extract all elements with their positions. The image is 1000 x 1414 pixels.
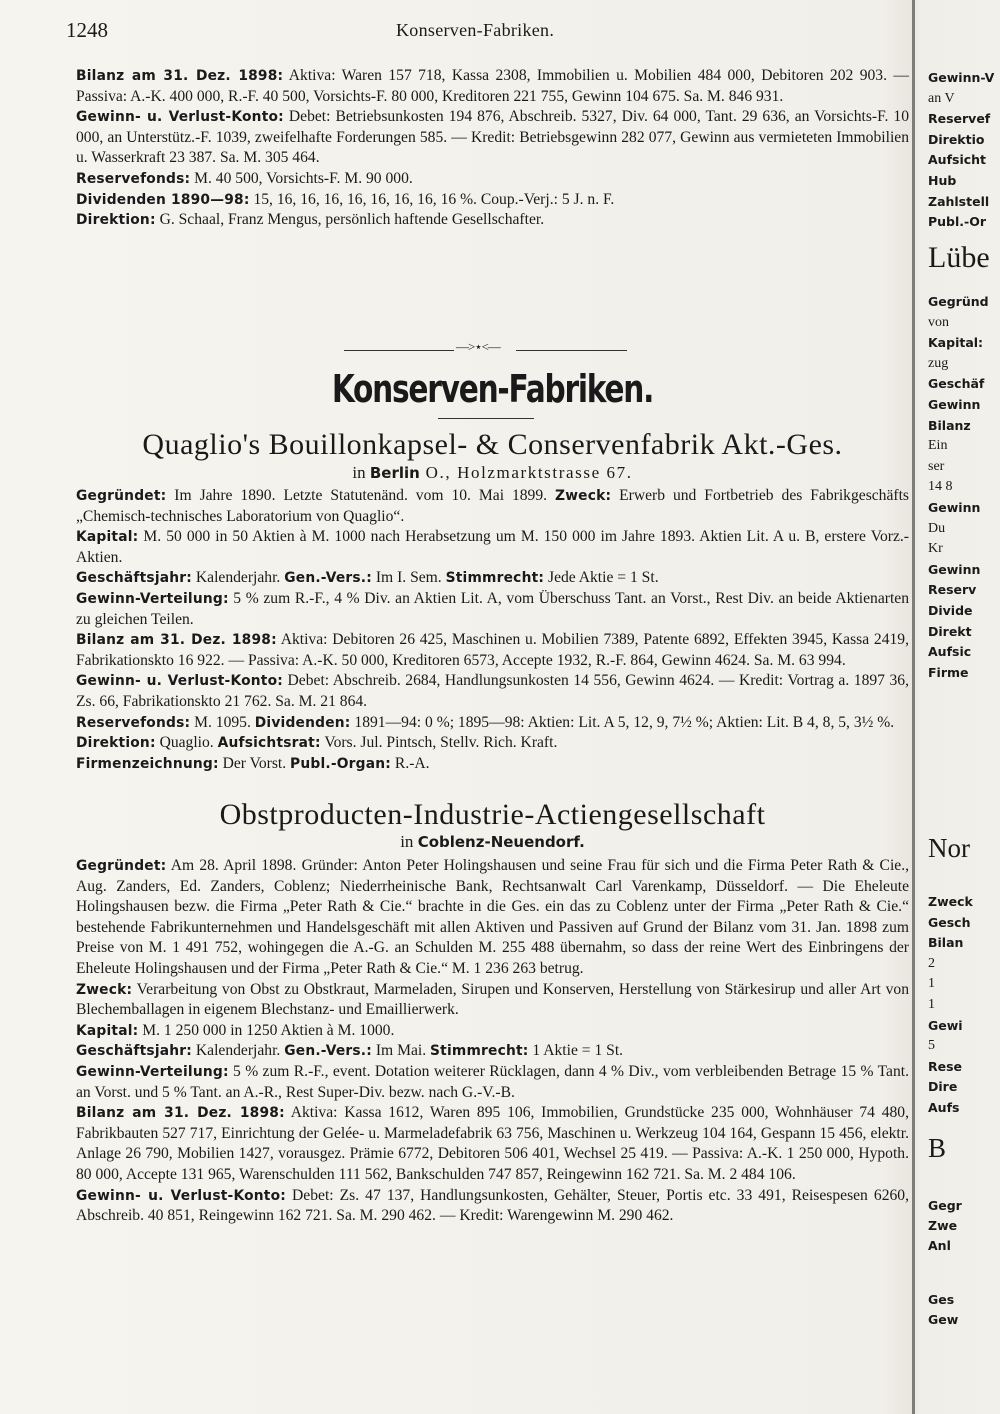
c2-kapital-label: Kapital: [76,1022,139,1039]
c2-stimm-label: Stimmrecht: [430,1043,529,1060]
c2-gegr-text: Am 28. April 1898. Gründer: Anton Peter Holingshausen und seine Frau für sich und die Firma Peter Rath & Cie., Aug. Zanders, Ed. Zanders, Coblenz; Niederrheinische Bank, Rechtsanwalt Carl Varenkamp, Düsseldorf. — Die Eheleute Holingshausen bezw. die Firma „Peter Rath & Cie.“ brachte in die Ges. ein das zu Coblenz unter der Firma „Peter Rath & Cie.“ bestehende Fabrikunternehmen und Handelsgeschäft mit allen Aktiven und Passiven auf Grund der Bilanz vom 31. Jan. 1898 zum Preise von M. 1 491 752, wohingegen die A.-G. an Schulden M. 255 488 übernahm, so dass der reine Wert des Einbringens der Eheleute Holingshausen und der Firma „Peter Rath & Cie.“ M. 1 236 263 betrug. [76,857,909,977]
c2-bilanz [76,1103,909,1185]
c1-gewinn-verlust [76,671,909,712]
c1-reservefonds [76,713,909,734]
company-2-city-prefix: in [400,832,418,851]
adjacent-line: Gewinn [928,561,981,577]
c2-kapital [76,1021,909,1042]
adjacent-line: Zweck [928,894,973,909]
adjacent-line: Gegr [928,1198,962,1213]
adjacent-heading: Lübe [928,241,990,274]
ornamental-divider [344,339,627,358]
c2-gewinnv-text: 5 % zum R.-F., event. Dotation weiterer Rücklagen, dann 4 % Div., vom verbleibenden Betrage 15 % Tant. an Vorst. und 5 % Tant. an A.-R., Rest Super-Div. bezw. nach G.-V.-B. [76,1062,909,1101]
company-1-location [76,463,909,483]
c2-bilanz-text: Aktiva: Kassa 1612, Waren 895 106, Immobilien, Grundstücke 235 000, Wohnhäuser 74 480, Fabrikbauten 527 717, Einrichtung der Gelée- u. Marmeladefabrik 63 756, Maschinen u. Werkzeug 104 164, Gespann 15 456, elektr. Anlage 26 790, Mobilien 1427, vorausgez. Prämie 6772, Debitoren 506 401, Wechsel 25 419. — Passiva: A.-K. 1 250 000, Hypoth. 80 000, Accepte 131 965, Warenschulden 111 562, Bankschulden 747 857, Reingewinn 162 721. Sa. M. 2 484 106. [76,1104,909,1183]
adjacent-line: Direktio [928,131,985,147]
page-header [66,18,911,48]
c1-stimm-label: Stimmrecht: [445,570,545,587]
c1-dividenden-text: 1891—94: 0 %; 1895—98: Aktien: Lit. A 5, 12, 9, 7½ %; Aktien: Lit. B 4, 8, 5, 3½ %. [350,713,895,731]
prev-direktion [76,210,909,231]
adjacent-line: Aufsicht [928,152,987,168]
prev-dir-text: G. Schaal, Franz Mengus, persönlich haftende Gesellschafter. [155,211,545,229]
company-1-entry [76,486,909,774]
c1-bilanz [76,630,909,671]
c2-gj-text: Kalenderjahr. [192,1042,285,1060]
c1-firmenzeichnung [76,754,909,775]
c1-dir-label: Direktion: [76,735,156,752]
adjacent-line: Kapital: [928,335,984,351]
company-2-city: Coblenz-Neuendorf. [417,833,585,851]
c1-res-text: M. 1095. [190,713,255,731]
adjacent-line: Geschäf [928,376,985,392]
adjacent-line: Direkt [928,623,972,639]
c2-geschaeftsjahr [76,1041,909,1062]
company-1-city-prefix: in [352,463,370,482]
column-rule [912,0,915,1414]
previous-entry [76,66,909,231]
prev-dividenden [76,190,909,211]
c1-po-text: R.-A. [391,754,430,772]
page-number: 1248 [66,18,108,42]
c1-ar-label: Aufsichtsrat: [217,735,321,752]
c2-bilanz-label: Bilanz am 31. Dez. 1898: [76,1105,285,1122]
adjacent-line: Publ.-Or [928,214,987,230]
c2-gewinn-verteilung [76,1062,909,1103]
c1-gewinn-verteilung [76,589,909,630]
prev-gv-text: Debet: Betriebsunkosten 194 876, Abschreib. 5327, Div. 64 000, Tant. 29 636, an Vorsichts-F. 10 000, an Unterstütz.-F. 1039, zweifelhafte Forderungen 585. — Kredit: Betriebsgewinn 282 077, Gewinn aus vermieteten Immobilien u. Wasserkraft 23 387. Sa. M. 305 464. [76,108,909,167]
adjacent-line: Firme [928,664,969,680]
adjacent-line: Bilan [928,935,964,951]
c2-gv-label: Gen.-Vers.: [284,1043,372,1060]
prev-reservefonds [76,169,909,190]
c1-guv-text: Debet: Abschreib. 2684, Handlungsunkosten 14 556, Gewinn 4624. — Kredit: Vortrag a. 1897 36, Zs. 66, Fabrikationskto 21 762. Sa. M. 21 864. [76,672,909,710]
c2-gewinn-verlust [76,1186,909,1227]
adjacent-line: von [928,314,949,330]
adjacent-line: Gewinn [928,397,981,412]
c1-gewinnv-label: Gewinn-Verteilung: [76,590,229,607]
c1-fz-label: Firmenzeichnung: [76,755,219,772]
adjacent-line: 5 [928,1038,935,1054]
adjacent-line: an V [928,90,955,106]
adjacent-line: Reserv [928,582,977,598]
c1-bilanz-label: Bilanz am 31. Dez. 1898: [76,632,277,649]
c1-gj-label: Geschäftsjahr: [76,570,192,587]
company-2-name: Obstproducten-Industrie-Actiengesellschaft [219,798,766,831]
c1-direktion [76,733,909,754]
company-2-entry [76,856,909,1227]
adjacent-line: 2 [928,955,935,971]
c1-gewinnv-text: 5 % zum R.-F., 4 % Div. an Aktien Lit. A, vom Überschuss Tant. an Vorst., Rest Div. an beide Aktienarten zu gleichen Teilen. [76,589,909,628]
c1-gegr-text: Im Jahre 1890. Letzte Statutenänd. vom 10. Mai 1899. [166,487,555,504]
c1-kapital-text: M. 50 000 in 50 Aktien à M. 1000 nach Herabsetzung um M. 150 000 im Jahre 1893. Aktien Lit. A u. B, erstere Vorz.-Aktien. [76,528,909,566]
c1-stimm-text: Jede Aktie = 1 St. [544,569,659,587]
adjacent-line: Gesch [928,914,971,930]
adjacent-line: 1 [928,997,935,1012]
adjacent-line: Zwe [928,1218,958,1233]
adjacent-line: Kr [928,541,943,557]
adjacent-line: Anl [928,1238,951,1253]
c2-gj-label: Geschäftsjahr: [76,1043,192,1060]
c1-po-label: Publ.-Organ: [290,755,392,772]
c1-dir-text: Quaglio. [155,734,218,752]
adjacent-line: Rese [928,1058,963,1074]
prev-bilanz [76,66,909,107]
c2-guv-text: Debet: Zs. 47 137, Handlungsunkosten, Gehälter, Steuer, Portis etc. 33 491, Reisespesen 6260, Abschreib. 40 851, Reingewinn 162 721. Sa. M. 290 462. — Kredit: Warengewinn M. 290 462. [76,1186,909,1225]
adjacent-line: Gew [928,1312,959,1327]
c1-dividenden-label: Dividenden: [254,714,351,731]
adjacent-line: Gewinn-V [928,70,995,85]
c1-ar-text: Vors. Jul. Pintsch, Stellv. Rich. Kraft. [320,734,558,752]
prev-gv-label: Gewinn- u. Verlust-Konto: [76,109,284,126]
c2-guv-label: Gewinn- u. Verlust-Konto: [76,1187,286,1204]
c1-gegruendet [76,486,909,527]
c2-zweck [76,980,909,1021]
adjacent-page-column [922,0,1000,1414]
c1-fz-text: Der Vorst. [218,754,291,772]
adjacent-line: Gewi [928,1017,963,1033]
adjacent-line: 1 [928,976,935,992]
section-rule [438,418,534,419]
company-1-address: O., Holzmarktstrasse 67. [419,463,633,482]
c1-kapital-label: Kapital: [76,529,139,546]
adjacent-line: Zahlstell [928,193,990,209]
adjacent-line: Aufs [928,1100,960,1115]
c2-gv-text: Im Mai. [371,1042,431,1060]
c1-zweck-text: Erwerb und Fortbetrieb des Fabrikgeschäfts „Chemisch-technisches Laboratorium von Quaglio“. [76,487,909,525]
prev-res-label: Reservefonds: [76,170,191,187]
adjacent-line: Hub [928,173,957,188]
c2-gegruendet [76,856,909,980]
prev-div-label: Dividenden 1890—98: [76,191,250,208]
adjacent-line: Reservef [928,111,991,127]
adjacent-line: zug [928,355,949,371]
c2-gegr-label: Gegründet: [76,858,167,874]
prev-gewinn-verlust [76,107,909,169]
adjacent-line: Ein [928,438,948,454]
prev-bilanz-label: Bilanz am 31. Dez. 1898: [76,68,284,84]
c1-guv-label: Gewinn- u. Verlust-Konto: [76,673,283,690]
adjacent-heading: B [928,1133,947,1163]
prev-res-text: M. 40 500, Vorsichts-F. M. 90 000. [190,169,413,187]
divider-ornament-icon: —>⋆<— [456,339,500,354]
divider-line-right [516,350,627,351]
adjacent-line: Dire [928,1079,958,1095]
section-title: Konserven-Fabriken. [331,367,654,411]
prev-dir-label: Direktion: [76,212,156,229]
adjacent-line: Aufsic [928,644,972,660]
c1-gj-text: Kalenderjahr. [192,569,285,587]
company-2-location [76,832,909,852]
c1-gv-text: Im I. Sem. [371,569,446,587]
adjacent-line: Du [928,520,946,536]
divider-line-left [344,350,454,351]
c1-res-label: Reservefonds: [76,714,191,731]
c2-zweck-label: Zweck: [76,981,133,998]
c2-stimm-text: 1 Aktie = 1 St. [528,1042,624,1060]
c1-bilanz-text: Aktiva: Debitoren 26 425, Maschinen u. Mobilien 7389, Patente 6892, Effekten 3945, Kassa 2419, Fabrikationskto 16 922. — Passiva: A.-K. 50 000, Kreditoren 6573, Accepte 1932, R.-F. 864, Gewinn 4624. Sa. M. 63 994. [76,631,909,669]
c1-zweck-label: Zweck: [555,488,612,504]
adjacent-line: Ges [928,1292,955,1307]
adjacent-line: Gegründ [928,294,989,309]
adjacent-line: Bilanz [928,417,971,433]
adjacent-line: ser [928,458,945,474]
prev-div-text: 15, 16, 16, 16, 16, 16, 16, 16, 16 %. Coup.-Verj.: 5 J. n. F. [249,190,615,208]
running-title: Konserven-Fabriken. [396,20,555,40]
c2-gewinnv-label: Gewinn-Verteilung: [76,1063,229,1080]
adjacent-heading: Nor [928,833,970,863]
company-1-name: Quaglio's Bouillonkapsel- & Conservenfabrik Akt.-Ges. [142,428,843,461]
adjacent-line: 14 8 [928,479,953,495]
prev-bilanz-text: Aktiva: Waren 157 718, Kassa 2308, Immobilien u. Mobilien 484 000, Debitoren 202 903. — Passiva: A.-K. 400 000, R.-F. 40 500, Vorsichts-F. 80 000, Kreditoren 221 755, Gewinn 104 675. Sa. M. 846 931. [76,67,909,105]
c1-geschaeftsjahr [76,568,909,589]
adjacent-line: Gewinn [928,500,981,515]
c1-kapital [76,527,909,568]
c2-zweck-text: Verarbeitung von Obst zu Obstkraut, Marmeladen, Sirupen und Konserven, Herstellung von Stärkesirup und aller Art von Blechemballagen in eigenem Blechstanz- und Emaillierwerk. [76,980,909,1019]
c1-gegr-label: Gegründet: [76,488,167,504]
c1-gv-label: Gen.-Vers.: [284,570,372,587]
company-1-city: Berlin [369,464,420,482]
adjacent-line: Divide [928,603,973,618]
c2-kapital-text: M. 1 250 000 in 1250 Aktien à M. 1000. [138,1021,395,1039]
